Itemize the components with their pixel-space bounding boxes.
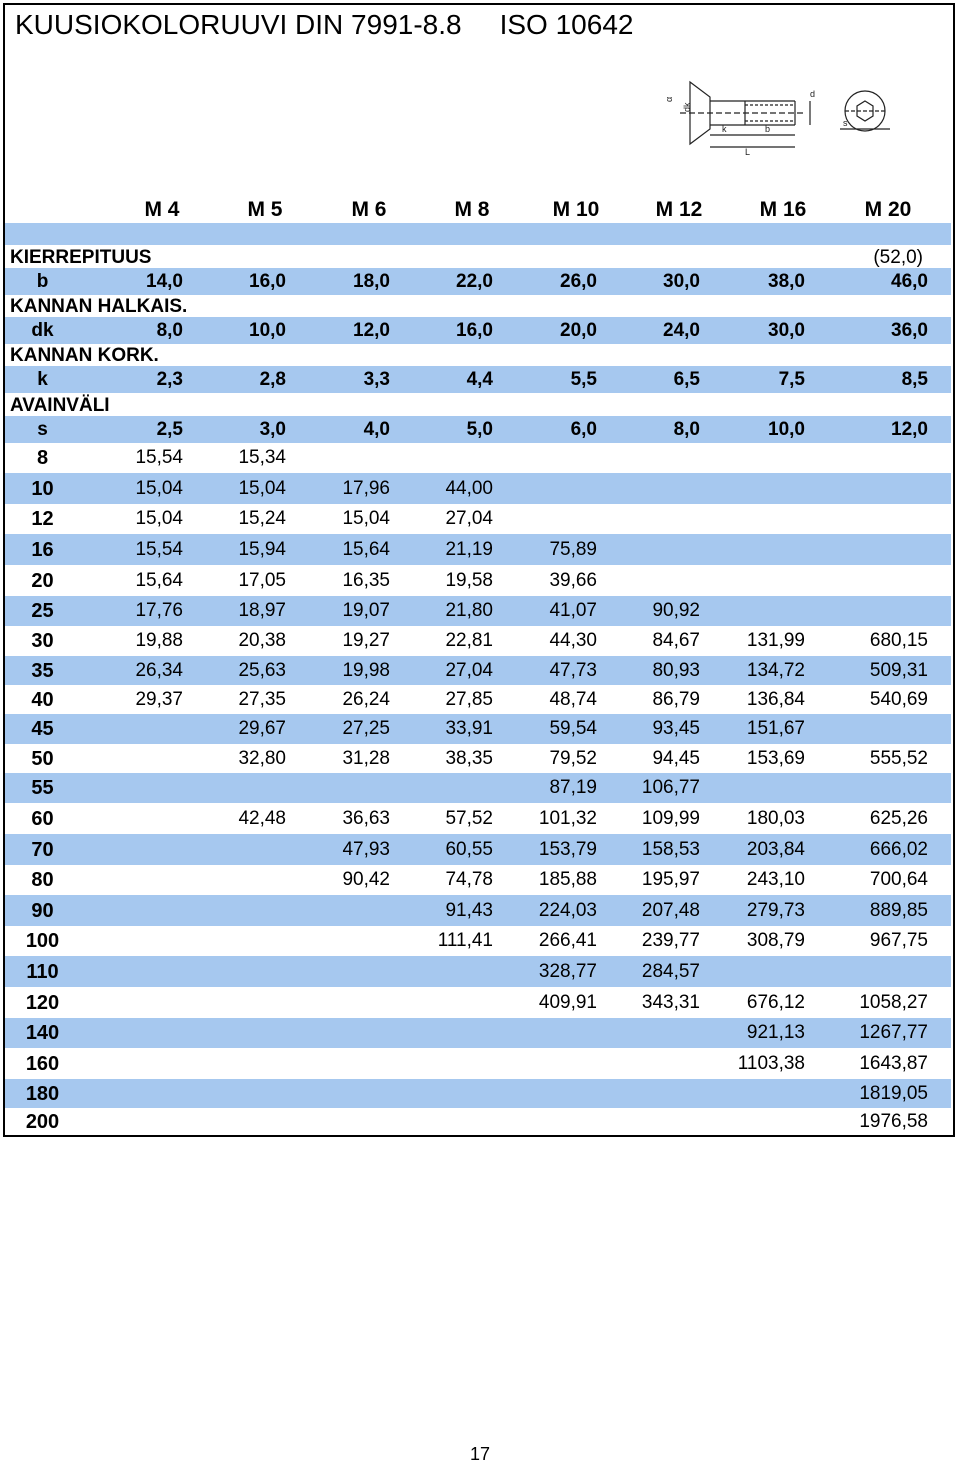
value-cell: 26,0 [560, 271, 597, 292]
col-m5: M 5 [247, 198, 283, 221]
price-cell: 27,04 [445, 508, 493, 529]
price-cell: 967,75 [869, 930, 928, 951]
length-value: 40 [31, 689, 54, 711]
value-cell: 3,0 [259, 419, 286, 440]
price-cell: 224,03 [538, 900, 597, 921]
price-cell: 19,27 [342, 630, 390, 651]
length-row [5, 834, 951, 865]
price-cell: 243,10 [746, 869, 805, 890]
col-m4: M 4 [144, 198, 180, 221]
drawing-label-dk: dk [682, 102, 692, 112]
value-cell: 30,0 [768, 320, 805, 341]
price-cell: 44,30 [549, 630, 597, 651]
value-cell: 2,8 [259, 369, 286, 390]
price-cell: 29,37 [135, 689, 183, 710]
price-cell: 31,28 [342, 748, 390, 769]
price-cell: 185,88 [538, 869, 597, 890]
price-cell: 1103,38 [737, 1053, 805, 1074]
section-label-row [5, 296, 951, 318]
value-cell: 22,0 [456, 271, 493, 292]
drawing-label-b: b [765, 124, 771, 134]
drawing-label-k: k [722, 124, 727, 134]
price-cell: 29,67 [238, 718, 286, 739]
length-row [5, 744, 951, 773]
price-cell: 136,84 [746, 689, 805, 710]
section-label-row [5, 395, 951, 417]
title-din: KUUSIOKOLORUUVI DIN 7991-8.8 [15, 9, 462, 40]
price-cell: 153,69 [746, 748, 805, 769]
price-cell: 889,85 [869, 900, 928, 921]
value-cell: 12,0 [891, 419, 928, 440]
price-cell: 680,15 [869, 630, 928, 651]
price-cell: 59,54 [549, 718, 597, 739]
price-cell: 409,91 [538, 992, 597, 1013]
section-label: AVAINVÄLI [10, 395, 110, 416]
value-cell: 4,0 [363, 419, 390, 440]
price-cell: 15,04 [135, 508, 183, 529]
value-cell: 8,0 [156, 320, 183, 341]
length-value: 20 [31, 570, 54, 592]
value-cell: 14,0 [146, 271, 183, 292]
price-cell: 17,76 [135, 600, 183, 621]
price-cell: 19,98 [342, 660, 390, 681]
section-label: KANNAN HALKAIS. [10, 296, 188, 317]
price-cell: 1267,77 [859, 1022, 928, 1043]
col-m20: M 20 [864, 198, 912, 221]
price-cell: 203,84 [746, 839, 805, 860]
section-label-row [5, 345, 951, 367]
price-cell: 17,96 [342, 478, 390, 499]
length-value: 80 [31, 869, 54, 891]
price-cell: 509,31 [869, 660, 928, 681]
price-cell: 15,64 [135, 570, 183, 591]
price-cell: 38,35 [445, 748, 493, 769]
length-value: 35 [31, 660, 54, 682]
price-cell: 308,79 [746, 930, 805, 951]
length-row [5, 1079, 951, 1108]
price-cell: 87,19 [549, 777, 597, 798]
length-row [5, 926, 951, 956]
length-value: 30 [31, 630, 54, 652]
price-cell: 33,91 [445, 718, 493, 739]
col-m16: M 16 [759, 198, 807, 221]
price-cell: 15,64 [342, 539, 390, 560]
section-note: (52,0) [873, 247, 923, 268]
length-row [5, 596, 951, 626]
value-cell: 16,0 [249, 271, 286, 292]
dimension-key: dk [31, 320, 54, 341]
length-row [5, 656, 951, 685]
price-cell: 109,99 [641, 808, 700, 829]
drawing-label-L: L [745, 147, 751, 157]
value-cell: 5,5 [570, 369, 597, 390]
price-cell: 22,81 [445, 630, 493, 651]
drawing-label-s: s [843, 118, 848, 128]
drawing-label-d: d [810, 89, 816, 99]
length-value: 70 [31, 839, 54, 861]
price-cell: 195,97 [641, 869, 700, 890]
price-cell: 32,80 [238, 748, 286, 769]
price-cell: 134,72 [746, 660, 805, 681]
length-value: 90 [31, 900, 54, 922]
length-row [5, 865, 951, 895]
price-cell: 666,02 [869, 839, 928, 860]
price-cell: 27,35 [238, 689, 286, 710]
col-m12: M 12 [655, 198, 703, 221]
value-cell: 38,0 [768, 271, 805, 292]
price-cell: 75,89 [549, 539, 597, 560]
price-cell: 27,25 [342, 718, 390, 739]
length-value: 110 [26, 961, 59, 983]
price-cell: 90,92 [652, 600, 700, 621]
dimension-row [5, 366, 951, 393]
value-cell: 8,5 [901, 369, 928, 390]
price-cell: 15,04 [238, 478, 286, 499]
dimension-row [5, 317, 951, 344]
length-value: 10 [31, 478, 54, 500]
length-value: 25 [31, 600, 54, 622]
length-row [5, 895, 951, 926]
page-title [15, 9, 633, 41]
length-value: 45 [31, 718, 54, 740]
length-value: 120 [25, 992, 60, 1014]
price-cell: 700,64 [869, 869, 928, 890]
dimension-row [5, 416, 951, 443]
price-cell: 57,52 [445, 808, 493, 829]
length-value: 8 [36, 447, 49, 469]
length-value: 100 [25, 930, 60, 952]
price-cell: 19,88 [135, 630, 183, 651]
value-cell: 18,0 [353, 271, 390, 292]
price-cell: 94,45 [652, 748, 700, 769]
value-cell: 2,3 [156, 369, 183, 390]
price-cell: 42,48 [238, 808, 286, 829]
price-cell: 47,93 [342, 839, 390, 860]
price-cell: 180,03 [746, 808, 805, 829]
price-cell: 21,19 [445, 539, 493, 560]
price-cell: 158,53 [641, 839, 700, 860]
price-cell: 15,04 [342, 508, 390, 529]
col-m8: M 8 [454, 198, 490, 221]
price-cell: 26,24 [342, 689, 390, 710]
section-label-row [5, 247, 951, 269]
price-cell: 18,97 [238, 600, 286, 621]
value-cell: 20,0 [560, 320, 597, 341]
price-cell: 25,63 [238, 660, 286, 681]
value-cell: 16,0 [456, 320, 493, 341]
price-cell: 15,24 [238, 508, 286, 529]
price-cell: 266,41 [538, 930, 597, 951]
price-cell: 60,55 [445, 839, 493, 860]
price-cell: 21,80 [445, 600, 493, 621]
price-cell: 111,41 [437, 930, 493, 951]
value-cell: 3,3 [363, 369, 390, 390]
price-cell: 1058,27 [859, 992, 928, 1013]
price-cell: 15,54 [135, 539, 183, 560]
price-cell: 15,54 [135, 447, 183, 468]
length-row [5, 1048, 951, 1079]
price-cell: 16,35 [342, 570, 390, 591]
price-cell: 343,31 [641, 992, 700, 1013]
price-cell: 106,77 [641, 777, 700, 798]
length-row [5, 714, 951, 744]
value-cell: 30,0 [663, 271, 700, 292]
price-cell: 36,63 [342, 808, 390, 829]
section-label: KANNAN KORK. [10, 345, 159, 366]
price-cell: 279,73 [746, 900, 805, 921]
value-cell: 5,0 [466, 419, 493, 440]
price-cell: 1976,58 [859, 1111, 928, 1132]
value-cell: 6,0 [570, 419, 597, 440]
header-divider-strip [5, 223, 951, 245]
price-cell: 44,00 [445, 478, 493, 499]
length-row [5, 987, 951, 1018]
length-row [5, 1018, 951, 1048]
price-cell: 1643,87 [859, 1053, 928, 1074]
col-m10: M 10 [552, 198, 600, 221]
length-value: 160 [25, 1053, 60, 1075]
length-row [5, 534, 951, 565]
price-cell: 80,93 [652, 660, 700, 681]
value-cell: 46,0 [891, 271, 928, 292]
length-row [5, 685, 951, 714]
price-cell: 27,85 [445, 689, 493, 710]
length-value: 180 [25, 1083, 60, 1105]
price-cell: 86,79 [652, 689, 700, 710]
dimension-key: s [37, 419, 48, 440]
price-cell: 625,26 [869, 808, 928, 829]
value-cell: 12,0 [353, 320, 390, 341]
length-row [5, 504, 951, 534]
title-iso: ISO 10642 [499, 9, 634, 40]
price-cell: 39,66 [549, 570, 597, 591]
price-cell: 26,34 [135, 660, 183, 681]
length-row [5, 626, 951, 656]
price-cell: 131,99 [746, 630, 805, 651]
price-cell: 48,74 [549, 689, 597, 710]
price-cell: 19,07 [342, 600, 390, 621]
value-cell: 10,0 [249, 320, 286, 341]
price-cell: 540,69 [869, 689, 928, 710]
page-number: 17 [469, 1444, 491, 1464]
price-cell: 151,67 [746, 718, 805, 739]
section-label: KIERREPITUUS [10, 247, 152, 268]
price-cell: 207,48 [641, 900, 700, 921]
price-cell: 15,94 [238, 539, 286, 560]
length-row [5, 1108, 951, 1135]
price-cell: 153,79 [538, 839, 597, 860]
length-value: 60 [31, 808, 54, 830]
value-cell: 10,0 [768, 419, 805, 440]
price-cell: 47,73 [549, 660, 597, 681]
length-value: 50 [31, 748, 54, 770]
dimension-key: k [37, 369, 48, 390]
price-cell: 15,04 [135, 478, 183, 499]
length-value: 140 [25, 1022, 60, 1044]
value-cell: 24,0 [663, 320, 700, 341]
price-cell: 90,42 [342, 869, 390, 890]
value-cell: 8,0 [673, 419, 700, 440]
price-cell: 328,77 [538, 961, 597, 982]
length-value: 16 [31, 539, 54, 561]
length-row [5, 803, 951, 834]
price-cell: 91,43 [445, 900, 493, 921]
price-cell: 921,13 [746, 1022, 805, 1043]
price-cell: 239,77 [641, 930, 700, 951]
length-row [5, 773, 951, 803]
price-cell: 1819,05 [859, 1083, 928, 1104]
price-cell: 284,57 [641, 961, 700, 982]
length-row [5, 565, 951, 596]
price-cell: 15,34 [238, 447, 286, 468]
drawing-label-alpha: α [664, 96, 674, 102]
price-cell: 41,07 [549, 600, 597, 621]
price-cell: 676,12 [746, 992, 805, 1013]
value-cell: 36,0 [891, 320, 928, 341]
price-cell: 74,78 [445, 869, 493, 890]
length-value: 12 [31, 508, 54, 530]
value-cell: 6,5 [673, 369, 700, 390]
length-row [5, 473, 951, 504]
price-cell: 79,52 [549, 748, 597, 769]
col-m6: M 6 [351, 198, 387, 221]
length-row [5, 956, 951, 987]
length-value: 55 [31, 777, 54, 799]
value-cell: 7,5 [778, 369, 805, 390]
value-cell: 4,4 [466, 369, 493, 390]
price-cell: 101,32 [538, 808, 597, 829]
screw-drawing [660, 67, 895, 157]
price-cell: 93,45 [652, 718, 700, 739]
price-cell: 17,05 [238, 570, 286, 591]
price-cell: 555,52 [869, 748, 928, 769]
value-cell: 2,5 [156, 419, 183, 440]
dimension-key: b [36, 271, 49, 292]
price-cell: 20,38 [238, 630, 286, 651]
price-cell: 19,58 [445, 570, 493, 591]
price-cell: 84,67 [652, 630, 700, 651]
price-cell: 27,04 [445, 660, 493, 681]
length-row [5, 443, 951, 473]
dimension-row [5, 268, 951, 295]
length-value: 200 [25, 1111, 60, 1133]
